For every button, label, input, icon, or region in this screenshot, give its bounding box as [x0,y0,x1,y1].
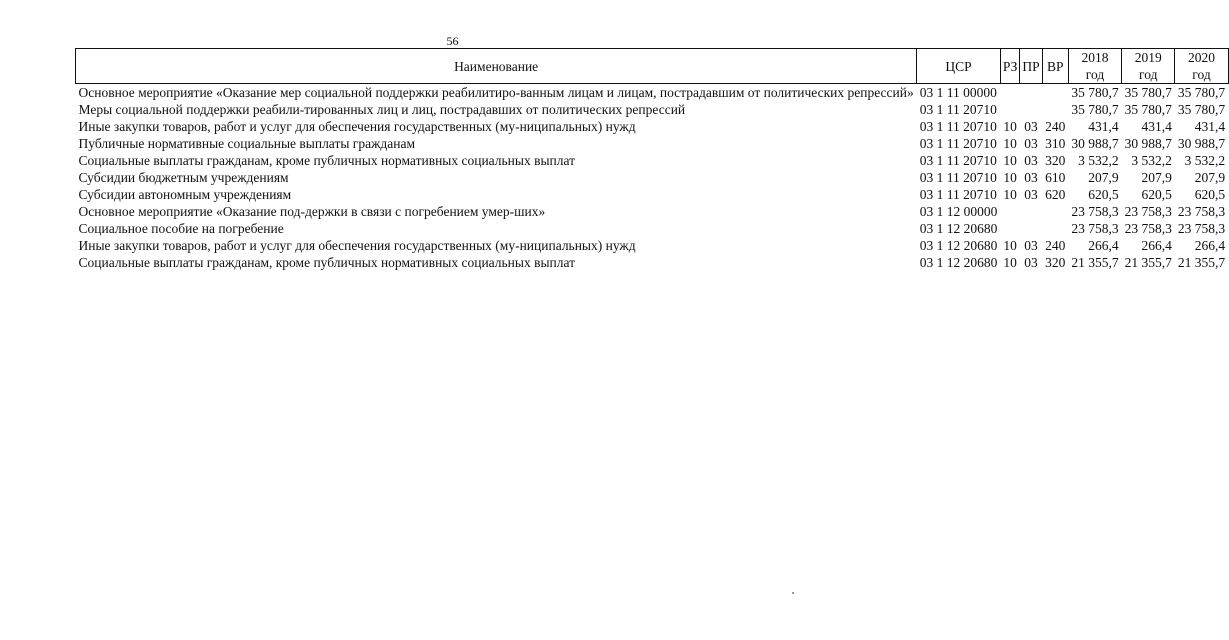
header-row [76,49,1229,84]
cell-y2018: 207,9 [1088,170,1119,185]
cell-csr: 03 1 12 00000 [919,204,998,219]
cell-rz [1000,84,1020,102]
cell-y2020: 266,4 [1194,238,1226,253]
cell-csr: 03 1 11 20710 [919,136,997,151]
cell-pr: 03 [1024,255,1038,270]
header-pr: ПР [1020,49,1042,84]
cell-name: Иные закупки товаров, работ и услуг для обеспечения государственных (му-ниципальных) нужд [78,119,636,134]
cell-vr [1042,220,1068,237]
cell-y2020: 23 758,3 [1177,221,1226,236]
budget-table [75,48,1229,271]
cell-y2019: 23 758,3 [1124,221,1172,236]
cell-name: Субсидии бюджетным учреждениям [78,170,289,185]
cell-rz [1000,101,1020,118]
cell-pr: 03 [1024,153,1038,168]
table-body [76,84,1229,272]
cell-pr [1020,101,1042,118]
cell-y2019: 620,5 [1141,187,1172,202]
page-number: 56 [446,34,459,48]
cell-csr: 03 1 11 00000 [919,85,997,100]
cell-y2018: 23 758,3 [1071,204,1119,219]
header-name: Наименование [76,49,917,84]
scan-dot [792,592,794,594]
cell-y2019: 23 758,3 [1124,204,1172,219]
cell-name: Социальные выплаты гражданам, кроме публичных нормативных социальных выплат [78,153,576,168]
cell-vr: 320 [1045,255,1066,270]
cell-vr: 240 [1045,119,1066,134]
cell-vr: 320 [1045,153,1066,168]
cell-y2019: 431,4 [1141,119,1172,134]
table-row [76,220,1229,237]
cell-y2018: 35 780,7 [1071,85,1119,100]
cell-name: Иные закупки товаров, работ и услуг для обеспечения государственных (му-ниципальных) нужд [78,238,636,253]
cell-y2019: 30 988,7 [1124,136,1172,151]
cell-y2018: 30 988,7 [1071,136,1119,151]
cell-csr: 03 1 12 20680 [919,255,998,270]
cell-pr: 03 [1024,119,1038,134]
cell-csr: 03 1 11 20710 [919,153,997,168]
cell-y2019: 35 780,7 [1124,102,1172,117]
table-row [76,135,1229,152]
cell-vr [1042,203,1068,220]
cell-rz: 10 [1003,153,1017,168]
cell-rz: 10 [1003,119,1017,134]
cell-rz: 10 [1003,187,1017,202]
cell-pr: 03 [1024,170,1038,185]
table-header [76,49,1229,84]
cell-vr: 310 [1045,136,1066,151]
cell-y2020: 35 780,7 [1177,102,1226,117]
cell-vr: 240 [1045,238,1066,253]
cell-pr [1020,220,1042,237]
table-row [76,169,1229,186]
cell-pr [1020,203,1042,220]
cell-y2019: 266,4 [1141,238,1172,253]
cell-name: Социальные выплаты гражданам, кроме публичных нормативных социальных выплат [78,255,576,270]
cell-name: Основное мероприятие «Оказание под-держки в связи с погребением умер-ших» [78,204,546,219]
cell-y2020: 207,9 [1194,170,1226,185]
cell-rz: 10 [1003,255,1017,270]
cell-csr: 03 1 12 20680 [919,221,998,236]
table-row [76,203,1229,220]
cell-vr [1042,84,1068,102]
cell-rz [1000,203,1020,220]
cell-rz: 10 [1003,136,1017,151]
cell-rz [1000,220,1020,237]
cell-y2020: 30 988,7 [1177,136,1226,151]
cell-pr: 03 [1024,136,1038,151]
cell-rz: 10 [1003,238,1017,253]
cell-y2018: 431,4 [1088,119,1119,134]
cell-name: Публичные нормативные социальные выплаты гражданам [78,136,416,151]
cell-csr: 03 1 11 20710 [919,170,997,185]
header-2020: 2020 год [1175,49,1228,84]
table-row [76,254,1229,271]
cell-y2018: 35 780,7 [1071,102,1119,117]
cell-y2020: 431,4 [1194,119,1226,134]
table-row [76,152,1229,169]
cell-y2018: 23 758,3 [1071,221,1119,236]
table-row [76,237,1229,254]
cell-csr: 03 1 11 20710 [919,187,997,202]
header-2019: 2019 год [1122,49,1175,84]
cell-csr: 03 1 11 20710 [919,119,997,134]
cell-csr: 03 1 12 20680 [919,238,998,253]
cell-name: Социальное пособие на погребение [78,221,284,236]
cell-y2019: 21 355,7 [1124,255,1172,270]
cell-name: Субсидии автономным учреждениям [78,187,292,202]
cell-y2020: 3 532,2 [1184,153,1226,168]
cell-vr: 620 [1045,187,1066,202]
cell-name: Меры социальной поддержки реабили-тированных лиц и лиц, пострадавших от политических репрессий [78,102,686,117]
cell-pr: 03 [1024,238,1038,253]
cell-vr: 610 [1045,170,1066,185]
cell-pr [1020,84,1042,102]
cell-y2018: 620,5 [1088,187,1119,202]
header-rz: РЗ [1000,49,1020,84]
cell-pr: 03 [1024,187,1038,202]
cell-y2020: 35 780,7 [1177,85,1226,100]
cell-y2020: 23 758,3 [1177,204,1226,219]
table-row [76,186,1229,203]
table-row [76,118,1229,135]
cell-y2020: 620,5 [1194,187,1226,202]
cell-y2018: 266,4 [1088,238,1119,253]
cell-vr [1042,101,1068,118]
cell-y2019: 207,9 [1141,170,1172,185]
cell-y2018: 21 355,7 [1071,255,1119,270]
cell-name: Основное мероприятие «Оказание мер социальной поддержки реабилитиро-ванным лицам и лицам, пострадавшим от политических репрессий» [78,85,914,100]
cell-y2018: 3 532,2 [1078,153,1119,168]
header-csr: ЦСР [917,49,1001,84]
cell-csr: 03 1 11 20710 [919,102,997,117]
table-row [76,84,1229,102]
cell-y2019: 35 780,7 [1124,85,1172,100]
table-row [76,101,1229,118]
cell-rz: 10 [1003,170,1017,185]
cell-y2019: 3 532,2 [1131,153,1172,168]
cell-y2020: 21 355,7 [1177,255,1226,270]
header-vr: ВР [1042,49,1068,84]
header-2018: 2018 год [1068,49,1121,84]
